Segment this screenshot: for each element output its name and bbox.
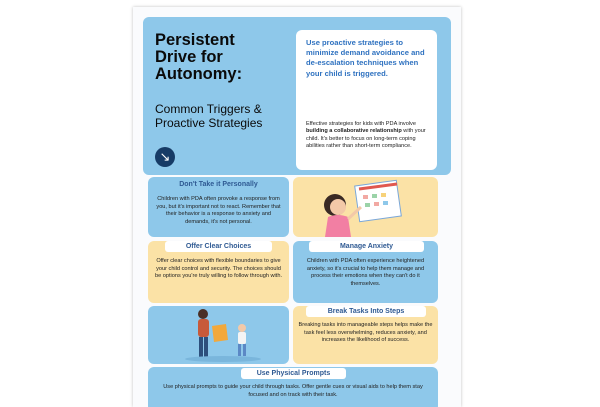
girl-face [330,199,346,215]
child-leg [243,344,246,356]
card-tasks-text: Breaking tasks into manageable steps helps make the task feel less overwhelming, reduces anxiety, and increases the likelihood of success. [298,322,433,344]
card-tasks-heading: Break Tasks Into Steps [306,306,426,317]
illustration-panel-girl [293,177,438,237]
intro-body-bold: building a collaborative relationship [306,128,402,135]
parent-child-illustration [148,306,289,364]
intro-body-part-a: Effective strategies for kids with PDA involve [306,121,416,127]
intro-lead: Use proactive strategies to minimize demand avoidance and de-escalation techniques when your child is triggered. [306,38,425,78]
card-anxiety-text: Children with PDA often experience heightened anxiety, so it's crucial to help them manage and process their emotions when they can't do it themselves. [306,258,425,287]
calendar-cell [383,201,388,205]
ground-shadow [185,356,261,362]
child-body [238,332,246,344]
calendar-cell [363,195,368,199]
parent-leg [204,337,208,357]
card-prompts-text: Use physical prompts to guide your child through tasks. Offer gentle cues or visual aids to help them stay focused and on track with their task. [163,384,423,398]
child-leg [238,344,241,356]
parent-body [198,319,209,337]
girl-calendar-illustration [293,177,438,237]
card-choices-heading: Offer Clear Choices [165,241,272,252]
calendar-cell [372,194,377,198]
infographic-sheet [133,7,461,407]
card-anxiety-heading: Manage Anxiety [309,241,424,252]
page-subtitle: Common Triggers & Proactive Strategies [155,102,263,130]
calendar-cell [381,193,386,197]
calendar-cell [374,202,379,206]
card-personal-heading: Don't Take it Personally [179,181,258,188]
calendar-cell [365,203,370,207]
intro-box [296,30,437,170]
parent-head [198,309,208,319]
shirt-held [212,324,228,342]
parent-leg [199,337,203,357]
card-choices-text: Offer clear choices with flexible boundaries to give your child control and security. The choices should be options you're truly willing to follow through with. [155,258,282,280]
card-prompts-heading: Use Physical Prompts [241,368,346,379]
illustration-panel-parent [148,306,289,364]
arrow-down-right-icon: ↘ [155,147,175,167]
girl-body [325,215,351,237]
intro-body [306,121,430,151]
card-personal-text: Children with PDA often provoke a response from you, but it's important not to react. Remember that their behavior is a response to anxiety and demands, it's not personal. [156,196,281,225]
intro-body-part-b: with your child. It's better to focus on long-term coping abilities rather than short-term compliance. [306,128,426,150]
page-title: Persistent Drive for Autonomy: [155,31,243,83]
child-head [238,324,246,332]
